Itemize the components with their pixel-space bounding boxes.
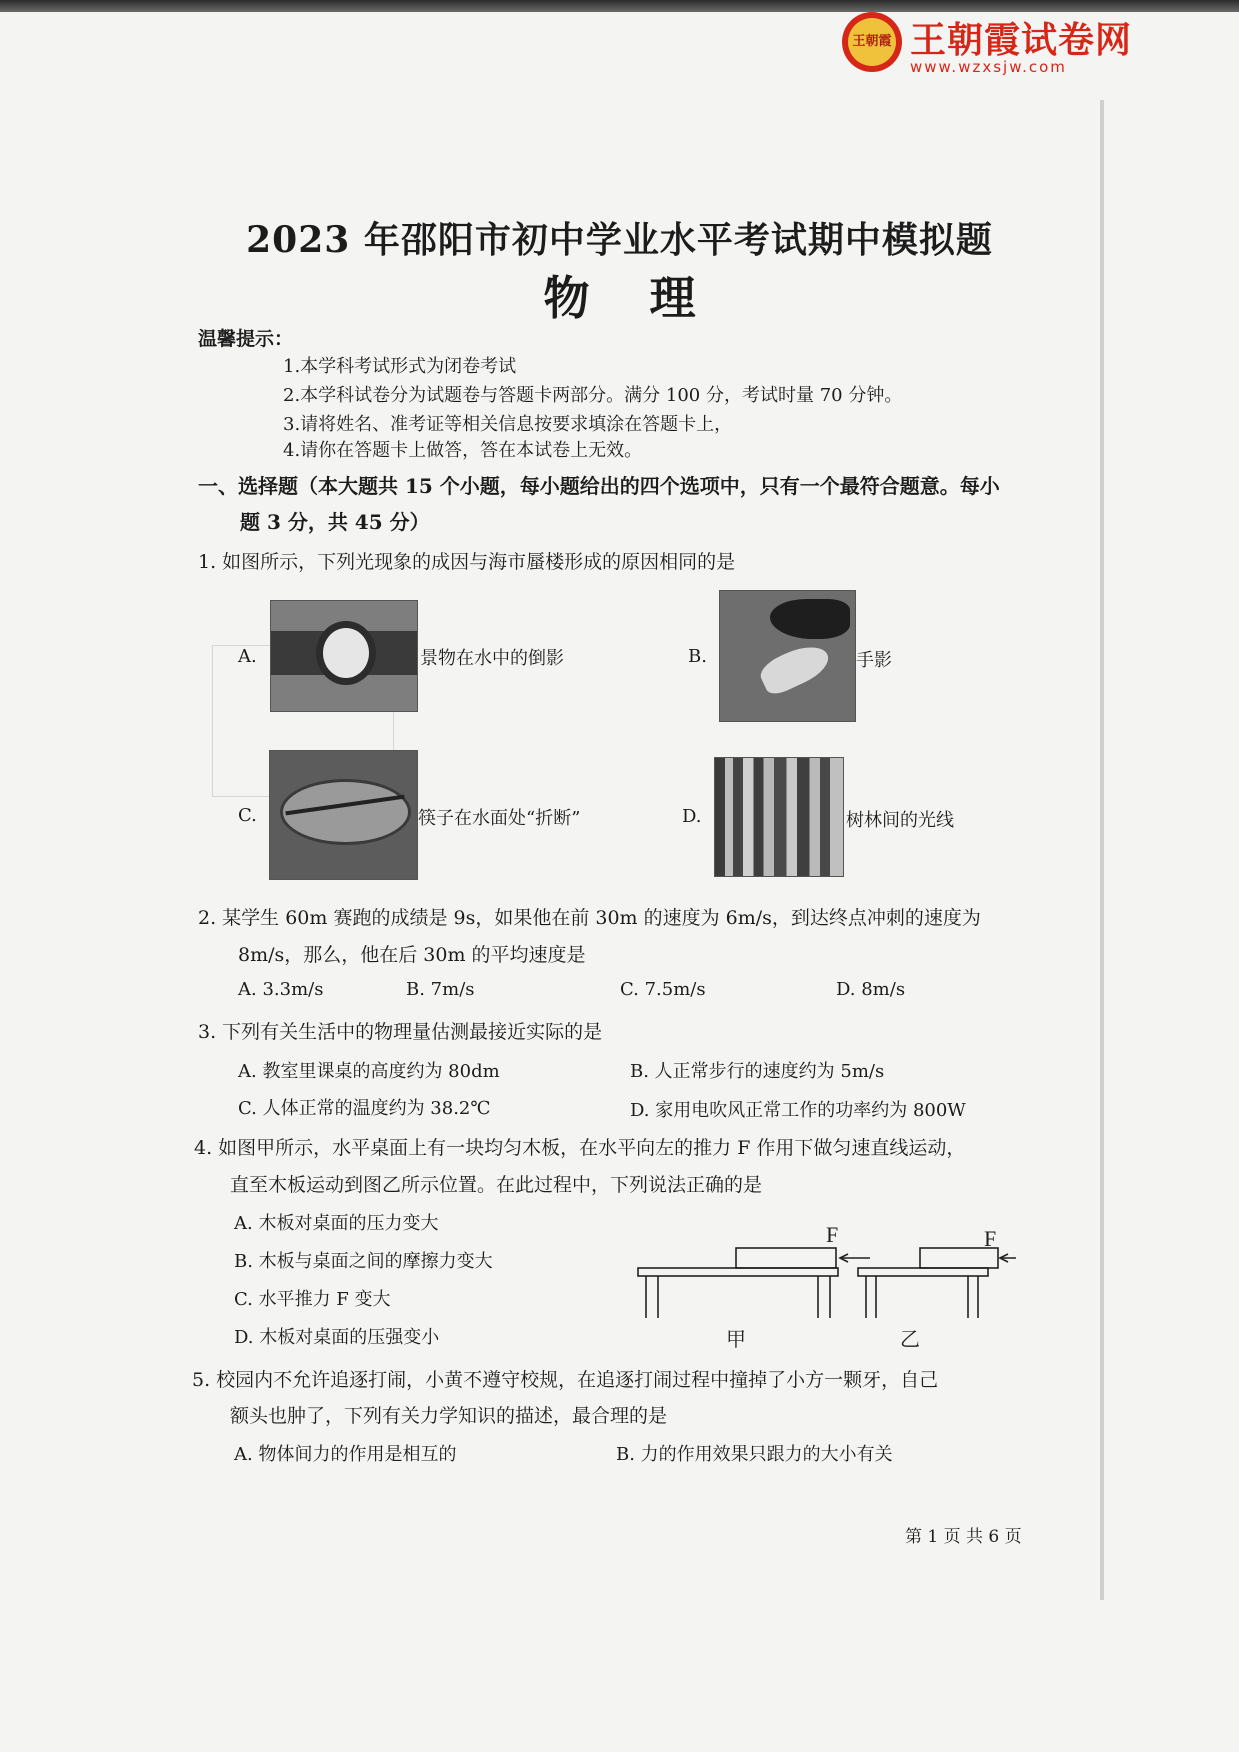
exam-title: 2023 年邵阳市初中学业水平考试期中模拟题: [246, 219, 993, 261]
force-label-yi: F: [984, 1226, 997, 1251]
diagram-label-jia: 甲: [726, 1327, 746, 1351]
tips-heading: 温馨提示：: [198, 328, 294, 350]
question-4-stem-cont: 直至木板运动到图乙所示位置。在此过程中，下列说法正确的是: [230, 1174, 763, 1196]
option-text: 筷子在水面处“折断”: [418, 808, 581, 829]
option: A. 教室里课桌的高度约为 80dm: [238, 1061, 500, 1082]
question-2-stem: 2. 某学生 60m 赛跑的成绩是 9s，如果他在前 30m 的速度为 6m/s，到达终点冲刺的速度为: [198, 907, 981, 929]
scan-top-edge: [0, 0, 1239, 12]
option: B. 7m/s: [406, 979, 475, 1000]
option: B. 木板与桌面之间的摩擦力变大: [234, 1251, 493, 1272]
exam-subject: 物理: [543, 271, 756, 325]
logo-badge: [842, 12, 902, 72]
question-4-stem: 4. 如图甲所示，水平桌面上有一块均匀木板，在水平向左的推力 F 作用下做匀速直线运动，: [194, 1137, 966, 1159]
option: D. 家用电吹风正常工作的功率约为 800W: [630, 1100, 966, 1121]
option: C. 7.5m/s: [620, 979, 706, 1000]
section-heading-cont: 题 3 分，共 45 分）: [240, 510, 430, 534]
option-text: 手影: [856, 650, 892, 671]
question-5-stem: 5. 校园内不允许追逐打闹，小黄不遵守校规，在追逐打闹过程中撞掉了小方一颗牙，自己: [192, 1369, 939, 1391]
page-number: 第 1 页 共 6 页: [905, 1527, 1022, 1547]
option-letter: B.: [688, 646, 707, 667]
option: A. 木板对桌面的压力变大: [234, 1213, 439, 1234]
option: A. 物体间力的作用是相互的: [234, 1444, 457, 1465]
option-letter: D.: [682, 806, 702, 827]
option-letter: A.: [238, 646, 257, 667]
photo-reflection: [270, 600, 418, 712]
option: A. 3.3m/s: [238, 979, 324, 1000]
question-3-stem: 3. 下列有关生活中的物理量估测最接近实际的是: [198, 1021, 603, 1043]
tip-item: 3.请将姓名、准考证等相关信息按要求填涂在答题卡上，: [283, 414, 733, 435]
site-logo: [842, 12, 1152, 76]
option: C. 水平推力 F 变大: [234, 1289, 391, 1310]
question-5-stem-cont: 额头也肿了，下列有关力学知识的描述，最合理的是: [230, 1405, 668, 1427]
tip-item: 1.本学科考试形式为闭卷考试: [283, 356, 517, 377]
diagram-jia: [638, 1248, 870, 1318]
photo-hand-shadow: [719, 590, 856, 722]
option: C. 人体正常的温度约为 38.2℃: [238, 1098, 491, 1119]
table-board-diagram: [636, 1218, 1016, 1352]
diagram-label-yi: 乙: [900, 1327, 920, 1351]
option-text: 景物在水中的倒影: [420, 648, 564, 669]
option-letter: C.: [238, 805, 257, 826]
force-label-jia: F: [826, 1222, 839, 1247]
photo-forest-light: [714, 757, 844, 877]
diagram-yi: [858, 1248, 1016, 1318]
option: D. 木板对桌面的压强变小: [234, 1327, 440, 1348]
photo-chopsticks: [269, 750, 418, 880]
section-heading: 一、选择题（本大题共 15 个小题，每小题给出的四个选项中，只有一个最符合题意。每小: [198, 474, 1000, 498]
option: D. 8m/s: [836, 979, 906, 1000]
tip-item: 4.请你在答题卡上做答，答在本试卷上无效。: [283, 440, 643, 461]
tip-item: 2.本学科试卷分为试题卷与答题卡两部分。满分 100 分，考试时量 70 分钟。: [283, 385, 903, 406]
option: B. 人正常步行的速度约为 5m/s: [630, 1061, 885, 1082]
logo-name: 王朝霞试卷网: [910, 20, 1133, 61]
option: B. 力的作用效果只跟力的大小有关: [616, 1444, 893, 1465]
logo-url: www.wzxsjw.com: [910, 58, 1067, 76]
question-2-stem-cont: 8m/s，那么，他在后 30m 的平均速度是: [238, 944, 586, 966]
option-text: 树林间的光线: [846, 810, 954, 831]
logo-badge-text: 王朝霞: [848, 18, 896, 66]
question-1-stem: 1. 如图所示，下列光现象的成因与海市蜃楼形成的原因相同的是: [198, 551, 736, 573]
